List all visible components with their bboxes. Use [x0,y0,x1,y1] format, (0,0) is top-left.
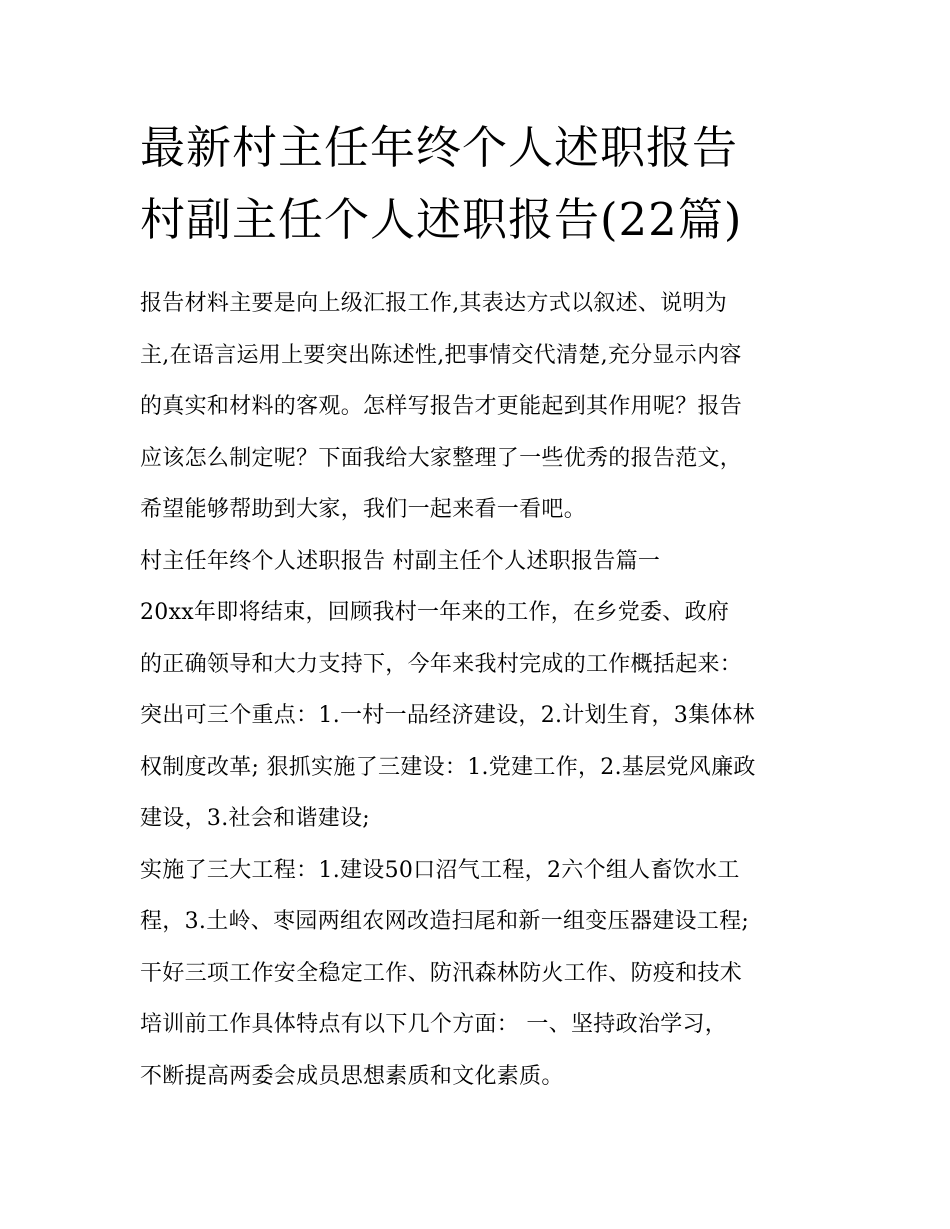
body-line: 的正确领导和大力支持下，今年来我村完成的工作概括起来： [140,651,743,677]
body-line: 的真实和材料的客观。怎样写报告才更能起到其作用呢？报告 [140,394,743,419]
section-heading: 村主任年终个人述职报告 村副主任个人述职报告篇一 [140,548,661,574]
body-line: 实施了三大工程：1.建设50口沼气工程，2六个组人畜饮水工 [140,857,740,883]
body-line: 培训前工作具体特点有以下几个方面： 一、坚持政治学习， [140,1012,728,1037]
body-line: 应该怎么制定呢？下面我给大家整理了一些优秀的报告范文， [140,445,743,471]
title-line: 最新村主任年终个人述职报告 [140,121,739,174]
body-line: 希望能够帮助到大家，我们一起来看一看吧。 [140,497,587,522]
body-line: 权制度改革; 狠抓实施了三建设：1.党建工作，2.基层党风廉政 [140,754,756,780]
body-line: 突出可三个重点：1.一村一品经济建设，2.计划生育，3集体林 [140,703,755,728]
body-line: 建设，3.社会和谐建设; [140,806,371,831]
body-line: 干好三项工作安全稳定工作、防汛森林防火工作、防疫和技术 [140,960,743,986]
body-line: 不断提高两委会成员思想素质和文化素质。 [140,1063,564,1089]
body-line: 主,在语言运用上要突出陈述性,把事情交代清楚,充分显示内容 [140,342,742,368]
document-title [140,112,840,256]
title-line: 村副主任个人述职报告(22篇) [140,193,743,246]
body-line: 程，3.土岭、枣园两组农网改造扫尾和新一组变压器建设工程; [140,909,750,934]
document-body [140,278,820,1102]
body-line: 20xx年即将结束，回顾我村一年来的工作，在乡党委、政府 [140,600,730,625]
body-line: 报告材料主要是向上级汇报工作,其表达方式以叙述、说明为 [140,291,728,316]
